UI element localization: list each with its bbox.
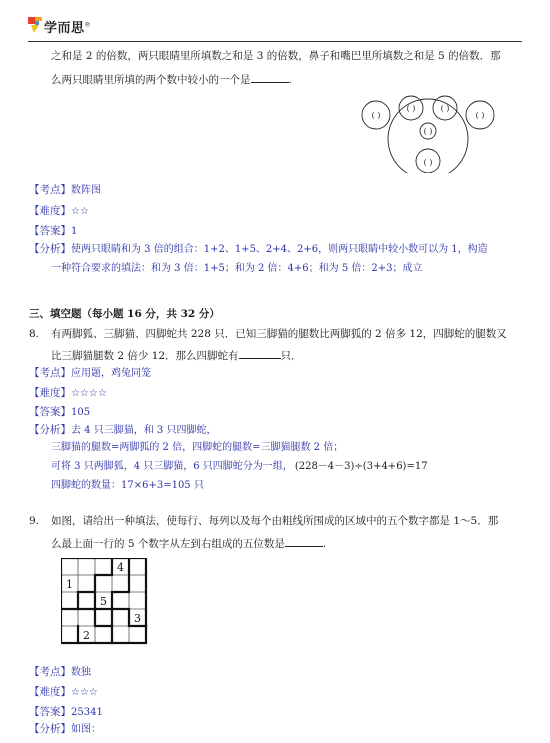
- q7-fenxi-line2: 一种符合要求的填法：和为 3 倍：1+5；和为 2 倍：4+6；和为 5 倍：2+3；成立: [51, 263, 423, 274]
- q9-text-line2: 么最上面一行的 5 个数字从左到右组成的五位数是 .: [51, 535, 326, 551]
- q9-text-line1: 如图，请给出一种填法，使每行、每列以及每个由粗线所围成的区域中的五个数字都是 1～5．那: [51, 515, 499, 527]
- grid-cell-given: 5: [100, 595, 107, 608]
- puzzle-grid: [61, 558, 153, 650]
- q8-fenxi-line3: 可将 3 只两脚狐，4 只三脚猫，6 只四脚蛇分为一组， (228－4－3)÷(3+4+6)=17: [51, 461, 428, 472]
- q7-fenxi: 【分析】使两只眼睛和为 3 倍的组合：1+2、1+5、2+4、2+6，则两只眼睛中较小数可以为 1，构造: [29, 243, 488, 255]
- q9-number: 9.: [29, 515, 40, 527]
- q8-fenxi: 【分析】去 4 只三脚猫，和 3 只四脚蛇，: [29, 424, 217, 436]
- section-title: 三、填空题（每小题 16 分，共 32 分）: [29, 308, 220, 320]
- answer-blank: [239, 347, 281, 359]
- grid-cell-given: 3: [134, 612, 141, 625]
- q7-text-line2: 么两只眼睛里所填的两个数中较小的一个是 .: [51, 71, 292, 87]
- header-divider: [28, 41, 522, 42]
- mouth-mark: ( ): [423, 158, 433, 167]
- q8-nandu: 【难度】☆☆☆☆: [29, 387, 107, 399]
- answer-blank: [285, 535, 323, 547]
- q8-number: 8.: [29, 328, 40, 340]
- circle-diagram: [355, 93, 500, 173]
- eye-right-mark: ( ): [440, 104, 450, 113]
- q7-nandu: 【难度】☆☆: [29, 205, 89, 217]
- grid-cell-given: 2: [83, 629, 90, 642]
- q8-text-line1: 有两脚狐、三脚猫、四脚蛇共 228 只．已知三脚猫的腿数比两脚狐的 2 倍多 12，四脚蛇的腿数又: [51, 328, 507, 340]
- q8-daan: 【答案】105: [29, 406, 91, 418]
- q8-kaodian: 【考点】应用题，鸡兔同笼: [29, 367, 151, 379]
- q9-nandu: 【难度】☆☆☆: [29, 686, 98, 698]
- grid-cell-given: 4: [117, 561, 124, 574]
- answer-blank: [251, 71, 289, 83]
- q7-kaodian: 【考点】数阵图: [29, 184, 101, 196]
- q9-fenxi: 【分析】如图：: [29, 723, 101, 735]
- ear-left-mark: ( ): [371, 111, 381, 120]
- q7-text-line1: 之和是 2 的倍数，两只眼睛里所填数之和是 3 的倍数，鼻子和嘴巴里所填数之和是 5 的倍数．那: [51, 50, 501, 62]
- brand-logo-icon: [28, 17, 42, 33]
- q9-daan: 【答案】25341: [29, 706, 103, 718]
- q8-fenxi-line2: 三脚猫的腿数=两脚狐的 2 倍，四脚蛇的腿数=三脚猫腿数 2 倍；: [51, 442, 344, 453]
- eye-left-mark: ( ): [406, 104, 416, 113]
- brand-name: 学而思®: [44, 21, 92, 36]
- q7-daan: 【答案】1: [29, 225, 78, 237]
- ear-right-mark: ( ): [475, 111, 485, 120]
- nose-mark: ( ): [423, 127, 433, 136]
- grid-cell-given: 1: [66, 578, 73, 591]
- q8-fenxi-line4: 四脚蛇的数量：17×6+3=105 只: [51, 480, 204, 491]
- q9-kaodian: 【考点】数独: [29, 666, 91, 678]
- q8-text-line2: 比三脚猫腿数 2 倍少 12．那么四脚蛇有 只．: [51, 347, 302, 363]
